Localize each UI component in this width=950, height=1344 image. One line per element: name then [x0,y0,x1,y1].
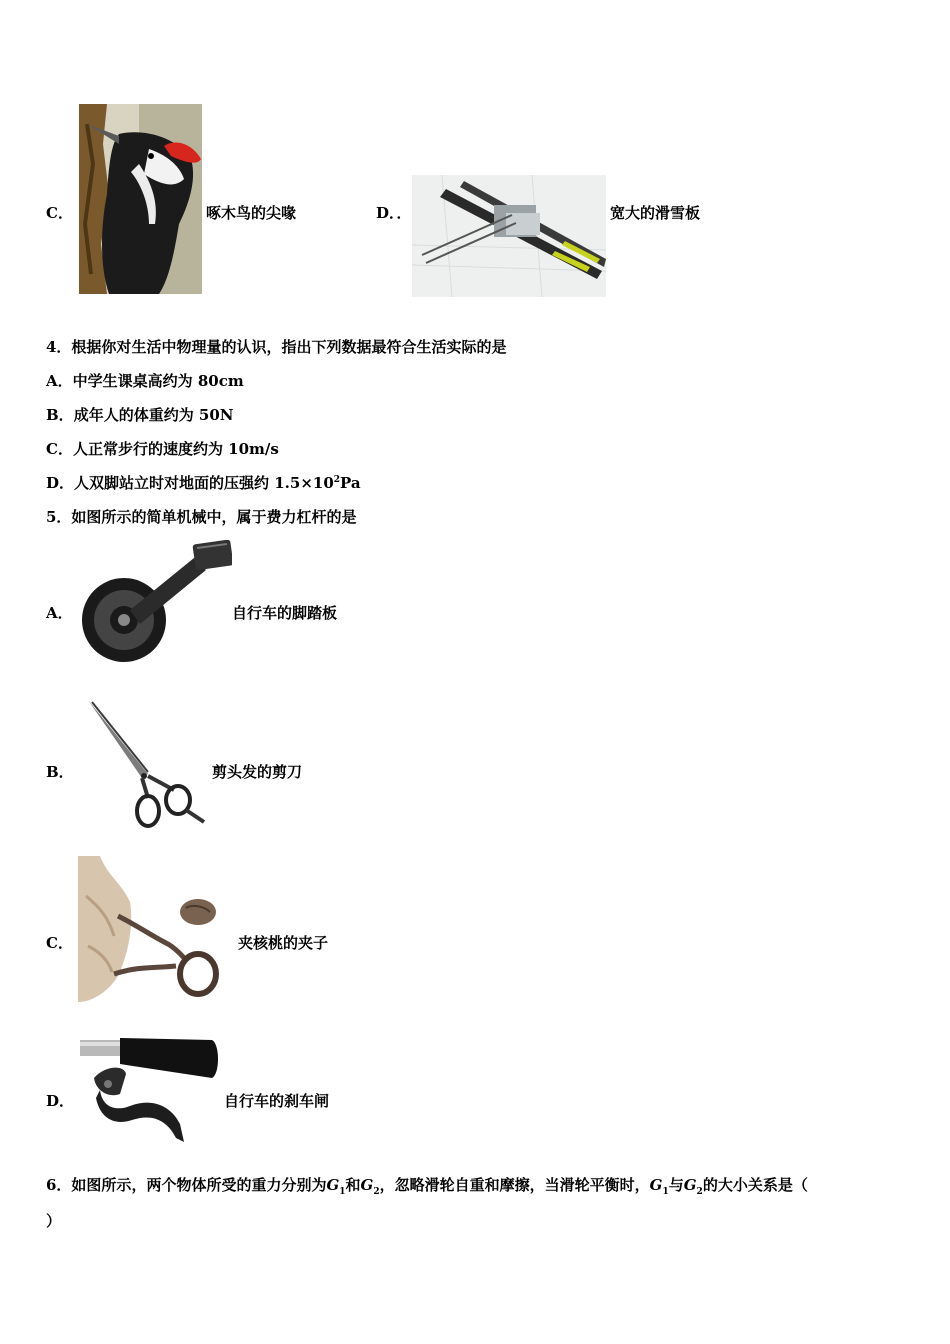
q4-option-d [46,472,361,493]
q5-option-c-letter: C． [46,934,73,952]
q4-option-a-text: 中学生课桌高约为 80cm [72,372,244,390]
brake-lever-photo-icon [80,1034,220,1144]
q6-g1-symbol: G [326,1176,340,1194]
q4-option-c-letter: C． [46,440,73,458]
q5-option-b-text: 剪头发的剪刀 [212,763,303,781]
q6-g2-symbol-2: G [683,1176,697,1194]
q3-option-c-letter: C． [46,204,73,222]
q6-yu: 与 [668,1176,684,1194]
q5-option-b-letter: B． [46,763,74,781]
q6-stem-part1: 6．如图所示，两个物体所受的重力分别为 [46,1176,327,1194]
q4-option-b-letter: B． [46,406,74,424]
q6-g2-subscript-2: 2 [696,1187,703,1197]
ski-board-photo-icon [412,175,606,297]
q4-option-a-letter: A． [46,372,73,390]
q5-option-a-text: 自行车的脚踏板 [232,604,338,622]
q4-stem: 4．根据你对生活中物理量的认识，指出下列数据最符合生活实际的是 [46,338,507,356]
q4-option-c [46,438,279,459]
q6-stem-line2: ） [46,1212,62,1230]
q6-stem-part2: ，忽略滑轮自重和摩擦，当滑轮平衡时， [379,1176,650,1194]
q4-option-c-text: 人正常步行的速度约为 10m/s [72,440,279,458]
q3-option-d-text: 宽大的滑雪板 [610,204,701,222]
q5-option-c-text: 夹核桃的夹子 [238,934,329,952]
q5-option-a-letter: A． [46,604,73,622]
q6-stem-part3: 的大小关系是（ [702,1176,808,1194]
q3-option-c-text: 啄木鸟的尖喙 [206,204,297,222]
q6-g2-symbol: G [360,1176,374,1194]
q5-option-d-letter: D． [46,1092,75,1110]
woodpecker-photo-icon [79,104,202,294]
q4-option-b-text: 成年人的体重约为 50N [73,406,234,424]
q5-option-d-text: 自行车的刹车闸 [224,1092,330,1110]
q5-stem: 5．如图所示的简单机械中，属于费力杠杆的是 [46,508,357,526]
scissors-photo-icon [86,698,210,834]
q4-option-d-letter: D． [46,474,75,492]
q6-and: 和 [345,1176,361,1194]
q6-g1-symbol-2: G [649,1176,663,1194]
q6-g1-subscript-2: 1 [662,1187,669,1197]
q6-stem-line1 [46,1174,808,1197]
bicycle-pedal-photo-icon [82,540,232,670]
nutcracker-photo-icon [78,856,232,1002]
q4-option-a [46,370,244,391]
q4-option-b [46,404,234,425]
q6-g1-subscript: 1 [339,1187,346,1197]
q4-option-d-text: 人双脚站立时对地面的压强约 1.5×10 [74,474,334,492]
q4-option-d-unit: Pa [340,474,361,492]
q3-option-d-letter: D．． [376,204,412,222]
q4-option-d-exponent: 2 [333,475,341,485]
q6-g2-subscript: 2 [373,1187,380,1197]
